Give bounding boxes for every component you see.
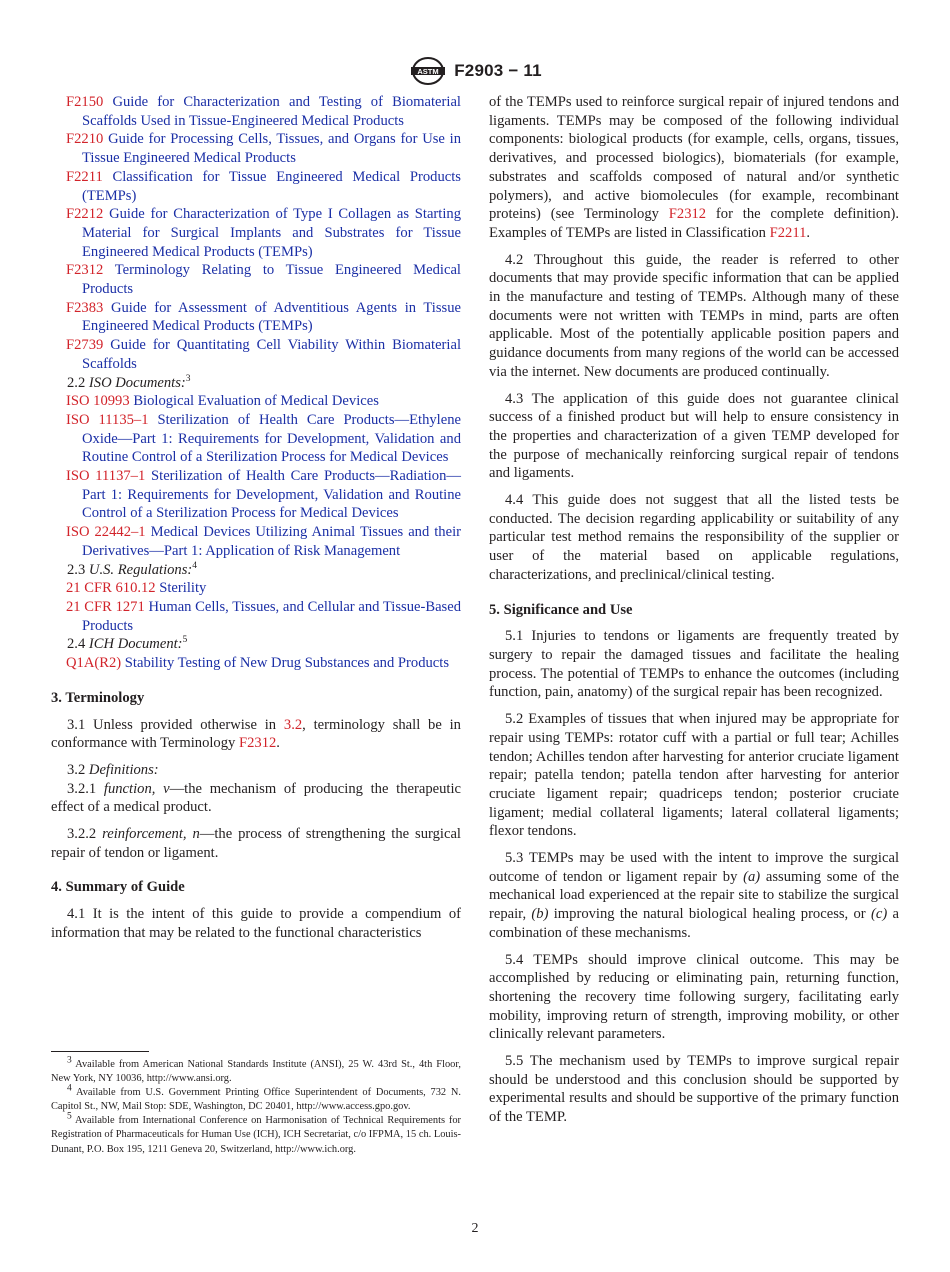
reference-code[interactable]: F2312	[66, 262, 104, 279]
referenced-ich-document	[51, 654, 461, 673]
reference-title[interactable]: Biological Evaluation of Medical Devices	[133, 393, 379, 410]
link-f2312[interactable]: F2312	[668, 206, 707, 223]
paragraph-5-1: 5.1 Injuries to tendons or ligaments are frequently treated by surgery to repair the damaged tissues and facilitate the healing process. The potential of TEMPs to enhance the outcomes (including function, pain, anatomy) of the surgical repair has been recognized.	[489, 628, 899, 701]
reference-code[interactable]: F2383	[66, 299, 104, 316]
reference-entry[interactable]	[51, 411, 461, 467]
link-f2312[interactable]: F2312	[238, 735, 277, 752]
footnote-5: $^5$ Available from International Conference on Harmonisation of Technical Requirements for Registration of Pharmaceuticals for Human Use (ICH), ICH Secretariat, c/o IFPMA, 15 ch. Louis-Dunant, P.O. Box 195, 1211 Geneva 20, Switzerland, http://www.ich.org.	[51, 1111, 461, 1155]
astm-logo-icon	[408, 56, 448, 86]
reference-entry[interactable]	[51, 205, 461, 261]
referenced-iso-documents	[51, 392, 461, 560]
reference-entry[interactable]	[51, 299, 461, 336]
footnote-3: $^3$ Available from American National Standards Institute (ANSI), 25 W. 43rd St., 4th Floor, New York, NY 10036, http://www.ansi.org.	[51, 1055, 461, 1085]
reference-entry[interactable]	[51, 392, 461, 411]
link-f2211[interactable]: F2211	[769, 224, 807, 241]
reference-entry[interactable]	[51, 336, 461, 373]
section-heading-significance: 5. Significance and Use	[489, 601, 633, 618]
reference-code[interactable]: F2739	[66, 337, 104, 354]
reference-title[interactable]: Medical Devices Utilizing Animal Tissues and their Derivatives—Part 1: Application of Risk Management	[82, 524, 461, 559]
paragraph-4-2: 4.2 Throughout this guide, the reader is referred to other documents that may provide specific information that can be applied in the manufacture and testing of TEMPs. Although many of these documents were not written with TEMPs in mind, parts are often applicable. Most of the potentially applicable position papers and guidance documents from many regions of the world can be accessed via the internet. New documents are produced continually.	[489, 251, 899, 380]
reference-entry[interactable]	[51, 598, 461, 635]
definition-function: 3.2.1 function, v—the mechanism of producing the therapeutic effect of a medical product.	[51, 780, 461, 816]
section-heading-summary: 4. Summary of Guide	[51, 879, 185, 896]
reference-title[interactable]: Guide for Quantitating Cell Viability Within Biomaterial Scaffolds	[82, 337, 461, 372]
reference-title[interactable]: Sterilization of Health Care Products—Radiation—Part 1: Requirements for Development, Validation and Routine Control of a Sterilization Process for Medical Devices	[82, 468, 461, 522]
reference-entry[interactable]	[51, 168, 461, 205]
reference-code[interactable]: Q1A(R2)	[66, 655, 122, 672]
footnote-4: $^4$ Available from U.S. Government Printing Office Superintendent of Documents, 732 N. Capitol St., NW, Mail Stop: SDE, Washington, DC 20401, http://www.access.gpo.gov.	[51, 1083, 461, 1113]
definition-reinforcement: 3.2.2 reinforcement, n—the process of strengthening the surgical repair of tendon or ligament.	[51, 826, 461, 861]
paragraph-4-1-continued: of the TEMPs used to reinforce surgical repair of injured tendons and ligaments. TEMPs may be composed of the following individual components: biological products (for example, cells, organs, tissues, derivatives, and processed biologics), biomaterials (for example, substrates and scaffolds composed of natural and/or synthetic polymers), and active biomolecules (for example, recombinant proteins) (see Terminology F2312 for the complete definition). Examples of TEMPs are listed in Classification F2211.	[489, 94, 899, 241]
reference-title[interactable]: Sterility	[159, 580, 207, 597]
reference-title[interactable]: Guide for Processing Cells, Tissues, and Organs for Use in Tissue Engineered Medical Products	[82, 131, 461, 167]
right-column	[489, 93, 899, 1127]
document-designation: F2903 − 11	[454, 61, 542, 80]
paragraph-5-3: 5.3 TEMPs may be used with the intent to improve the surgical outcome of tendon or ligament repair by (a) assuming some of the mechanical load experienced at the repair site to stabilize the surgical repair, (b) improving the natural biological healing process, or (c) a combination of these mechanisms.	[489, 850, 899, 941]
paragraph-4-1: 4.1 It is the intent of this guide to provide a compendium of information that may be related to the functional characteristics	[51, 906, 461, 941]
page-header	[0, 56, 950, 86]
reference-entry[interactable]	[51, 93, 461, 130]
us-regulations-heading: 2.3 U.S. Regulations:$^4$	[67, 560, 198, 578]
reference-entry[interactable]	[51, 579, 461, 598]
referenced-us-regulations	[51, 579, 461, 635]
paragraph-5-4: 5.4 TEMPs should improve clinical outcome. This may be accomplished by reducing or eliminating pain, returning function, shortening the recovery time following surgery, facilitating early mobility, improving return of strength, improving mobility, or other clinically relevant parameters.	[489, 951, 899, 1043]
paragraph-5-2: 5.2 Examples of tissues that when injured may be appropriate for repair using TEMPs: rotator cuff with a partial or full tear; Achilles tendon; Achilles tendon after harvesting for anterior cruciate ligament repair; patella tendon; patella tendon after harvesting for anterior cruciate ligament repair; quadriceps tendon; posterior cruciate ligament; medial collateral ligaments; lateral collateral ligaments; flexor tendons.	[489, 711, 899, 840]
reference-code[interactable]: F2150	[66, 94, 104, 110]
footnote-divider	[51, 1051, 149, 1052]
reference-code[interactable]: 21 CFR 1271	[66, 598, 145, 615]
paragraph-4-4: 4.4 This guide does not suggest that all the listed tests be conducted. The decision regarding applicability or suitability of any particular test method remains the responsibility of the supplier or user of the material based on applicable regulations, characterizations, and preclinical/clinical testing.	[489, 492, 899, 583]
reference-code[interactable]: ISO 10993	[66, 393, 130, 410]
reference-code[interactable]: 21 CFR 610.12	[66, 580, 156, 597]
paragraph-3-1: 3.1 Unless provided otherwise in 3.2, terminology shall be in conformance with Terminology F2312.	[51, 716, 461, 752]
reference-code[interactable]: ISO 11135–1	[66, 411, 149, 428]
reference-title[interactable]: Stability Testing of New Drug Substances and Products	[124, 655, 449, 672]
reference-entry[interactable]	[51, 467, 461, 523]
reference-entry[interactable]	[51, 130, 461, 167]
reference-entry[interactable]	[51, 261, 461, 298]
reference-title[interactable]: Classification for Tissue Engineered Medical Products (TEMPs)	[82, 168, 461, 204]
section-heading-terminology: 3. Terminology	[51, 689, 145, 706]
svg-text:ASTM: ASTM	[417, 67, 439, 76]
link-section-3-2[interactable]: 3.2	[283, 716, 303, 733]
ich-document-heading: 2.4 ICH Document:$^5$	[67, 635, 188, 653]
reference-code[interactable]: ISO 22442–1	[66, 524, 146, 541]
reference-code[interactable]: F2210	[66, 131, 104, 148]
left-column	[51, 93, 461, 943]
referenced-astm-standards	[51, 93, 461, 374]
footnotes	[51, 1055, 461, 1157]
reference-title[interactable]: Terminology Relating to Tissue Engineered Medical Products	[82, 262, 461, 298]
paragraph-3-2: 3.2 Definitions:	[67, 761, 159, 778]
reference-title[interactable]: Human Cells, Tissues, and Cellular and Tissue-Based Products	[82, 598, 461, 634]
reference-title[interactable]: Guide for Characterization and Testing of Biomaterial Scaffolds Used in Tissue-Engineered Medical Products	[82, 94, 461, 129]
paragraph-4-3: 4.3 The application of this guide does not guarantee clinical success of a finished product but will help to ensure consistency in the properties and characterization of a given TEMP developed for the purpose of mechanically reinforcing surgical repair of tendons and ligaments.	[489, 390, 899, 482]
reference-code[interactable]: ISO 11137–1	[66, 468, 146, 485]
reference-title[interactable]: Guide for Assessment of Adventitious Agents in Tissue Engineered Medical Products (TEMPs)	[82, 299, 461, 335]
reference-code[interactable]: F2212	[66, 206, 104, 223]
reference-code[interactable]: F2211	[66, 168, 103, 185]
reference-title[interactable]: Sterilization of Health Care Products—Ethylene Oxide—Part 1: Requirements for Development, Validation and Routine Control of a Sterilization Process for Medical Devices	[82, 411, 461, 466]
paragraph-5-5: 5.5 The mechanism used by TEMPs to improve surgical repair should be understood and this conclusion should be supported by experimental results and should be supportive of the primary function of the TEMP.	[489, 1053, 899, 1126]
iso-documents-heading: 2.2 ISO Documents:$^3$	[67, 373, 191, 391]
reference-entry[interactable]	[51, 523, 461, 560]
page-number: 2	[471, 1221, 479, 1236]
reference-entry[interactable]	[51, 654, 461, 673]
reference-title[interactable]: Guide for Characterization of Type I Collagen as Starting Material for Surgical Implants and Substrates for Tissue Engineered Medical Products (TEMPs)	[82, 206, 461, 260]
